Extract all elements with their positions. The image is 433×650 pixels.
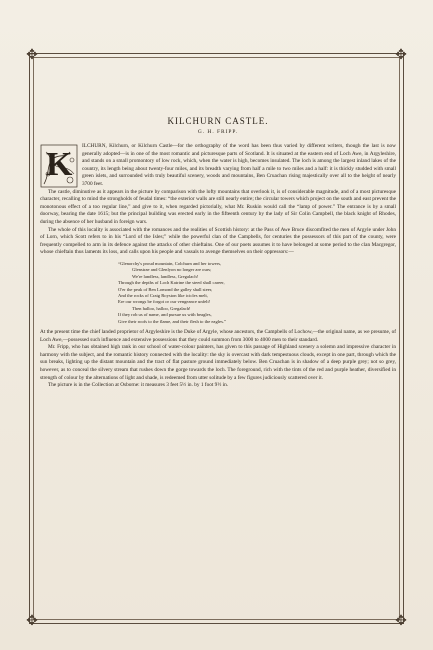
dropcap-letter: K (46, 146, 73, 183)
poem-line: Ere our wrongs be forgot or our vengeance unfelt! (118, 299, 211, 305)
poem-line: We're landless, landless, Gregalach! (132, 273, 199, 279)
corner-ornament-icon: ✥ (26, 614, 38, 629)
paragraph: Mr. Fripp, who has obtained high rank in our school of water-colour painters, has given to this passage of Highland scenery a solemn and impressive character in harmony with the subject, and the romantic history connected with the locality: the sky is overcast with dark tempestuous clouds, except in one part, through which the sun breaks, lighting up the distant mountain and the tract of flat pasture ground immediately below. Ben Cruachan is in shadow of a deep purple grey; not so grey, however, as to conceal the silvery stream that rushes down the gorge towards the loch. The foreground, rich with the tints of the red and purple heather, diversified in strength of colour by the alternations of light and shade, is redeemed from utter solitude by a few figures judiciously scattered over it. (40, 344, 396, 381)
paragraph: The picture is in the Collection at Osborne: it measures 3 feet 5½ in. by 1 foot 9½ in. (48, 382, 229, 389)
paragraph: The whole of this locality is associated with the romances and the realities of Scottish history: at the Pass of Awe Bruce discomfited the men of Argyle under John of Lorn, which Scott refers to in his “Lord of the Isles;” while the powerful clan of the Campbells, for centuries the possessors of this part of the county, were frequently compelled to arm in its defence against the attacks of other chieftains. One of our poets assumes it to have belonged at some period to the clan Macgregor, whose chieftain thus laments its loss, and calls upon his people and vassals to avenge themselves on their oppressors:— (40, 226, 396, 256)
corner-ornament-icon: ✥ (395, 48, 407, 63)
page-content (40, 80, 396, 610)
paragraph: At the present time the chief landed proprietor of Argyleshire is the Duke of Argyle, whose ancestors, the Campbells of Lochow,—the original name, as we presume, of Loch Awe,—possessed such influence and extensive possessions that they could summon from 3000 to 4000 men to their standard. (40, 328, 396, 343)
paragraph (40, 143, 396, 189)
paragraph-text: ILCHURN, Kilchurn, or Kilchurn Castle—for the orthography of the word has been thus varied by different writers, though the last is now generally adopted—is in one of the most romantic and picturesque parts of Scotland. It is situated at the eastern end of Loch Awe, in Argyleshire, and stands on a small promontory of low rock, which, when the water is high, becomes insulated. The loch is among the largest inland lakes of the country, its length being about twenty-four miles, and its breadth varying from half a mile to two miles and a half: it is thickly studded with small green islets, and surrounded with truly beautiful scenery, woods and mountains, Ben Cruachan rising majestically over all to the height of nearly 3700 feet. (82, 143, 396, 187)
author-line: G. H. FRIPP. (197, 129, 239, 135)
poem-line: Then halloo, halloo, Gregalach! (132, 305, 191, 311)
article-body (40, 143, 396, 390)
corner-ornament-icon: ✥ (395, 614, 407, 629)
poem-block (118, 261, 396, 325)
poem-line: And the rocks of Craig Royston like icicles melt, (118, 292, 208, 298)
poem-line: Glenstrae and Glenlyon no longer are ours; (132, 267, 212, 273)
poem-line: Give their roofs to the flame, and their flesh to the eagles.” (118, 318, 227, 324)
poem-line: O'er the peak of Ben Lomond the galley shall steer, (118, 286, 213, 292)
poem-line: Through the depths of Loch Katrine the steed shall career, (118, 280, 225, 286)
poem-line: If they rob us of name, and pursue us with beagles, (118, 312, 212, 318)
ornamental-initial (40, 144, 78, 188)
poem-line: “Glenorchy's proud mountain, Colchurn and her towers, (118, 260, 222, 266)
corner-ornament-icon: ✥ (26, 48, 38, 63)
page-title: KILCHURN CASTLE. (167, 116, 269, 126)
paragraph: The castle, diminutive as it appears in the picture by comparison with the lofty mountains that overlook it, is of considerable magnitude, and of a most picturesque character, recalling to mind the strongholds of feudal times: “the exterior walls are still nearly entire; the circular towers which project on the south and east prevent the monotonous effect of a too regular line,” and give to it, when regarded pictorially, what Mr. Ruskin would call the “lamp of power.” The entrance is by a small doorway, bearing the date 1615; but the principal building was erected early in the fifteenth century by the lady of Sir Colin Campbell, the black knight of Rhodes, during the absence of her husband in foreign wars. (40, 188, 396, 225)
